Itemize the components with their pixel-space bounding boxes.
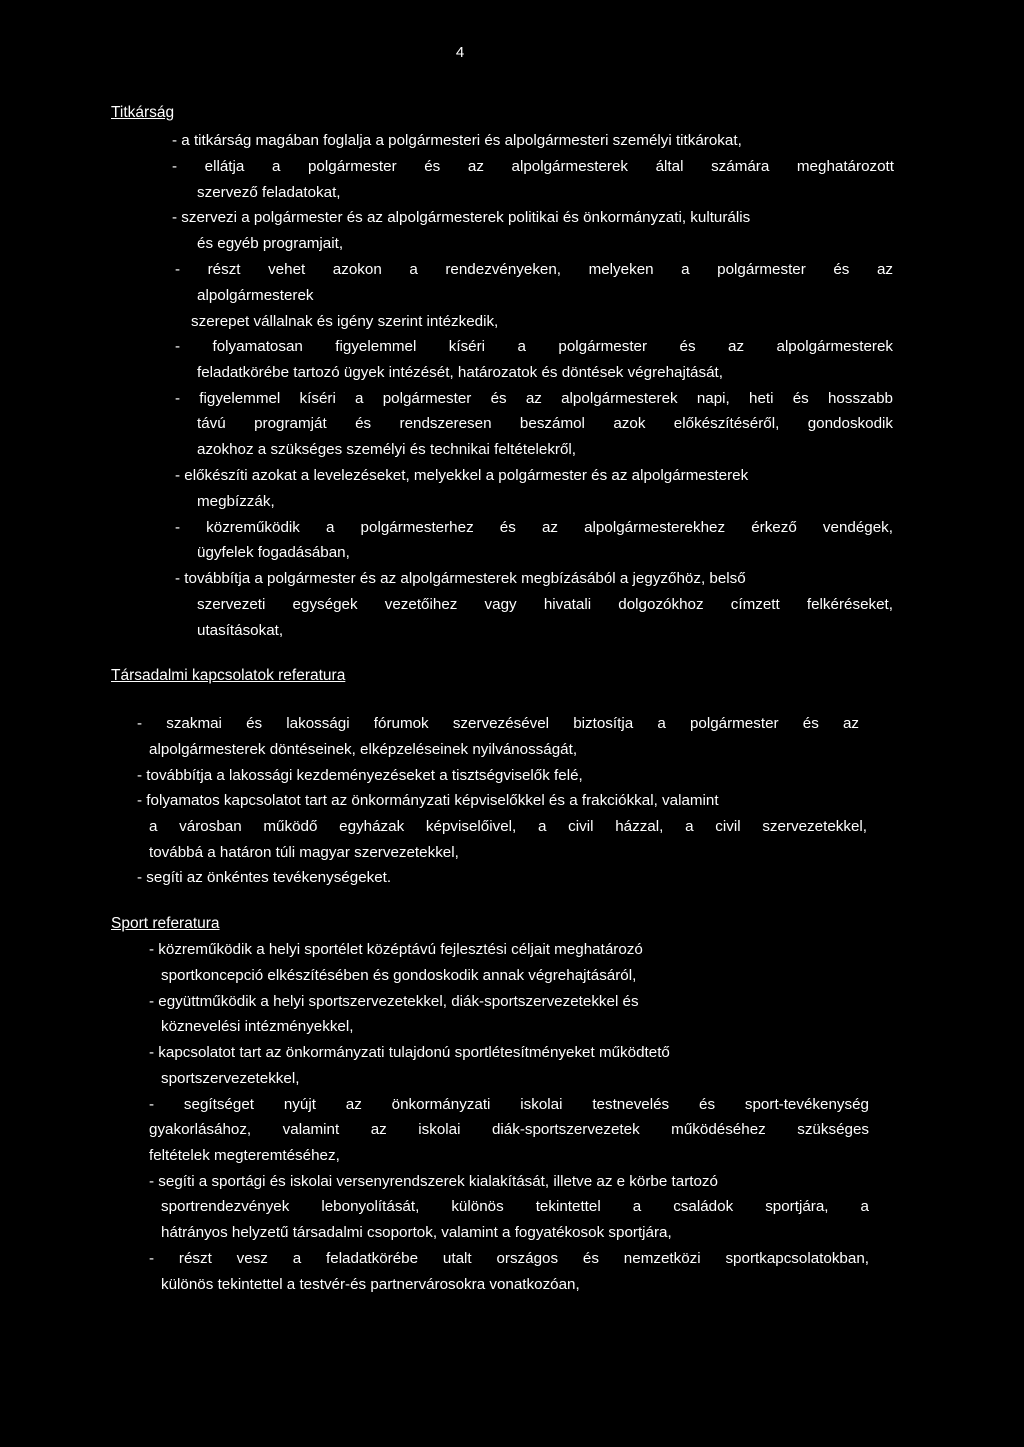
- list-item-line: - részt vehet azokon a rendezvényeken, melyeken a polgármester és az: [175, 261, 893, 278]
- list-item-line: - segítséget nyújt az önkormányzati iskolai testnevelés és sport-tevékenység: [149, 1096, 869, 1113]
- list-item-line: gyakorlásához, valamint az iskolai diák-sportszervezetek működéséhez szükséges: [149, 1121, 869, 1138]
- list-item-line: alpolgármesterek döntéseinek, elképzeléseinek nyilvánosságát,: [149, 741, 578, 758]
- list-item-line: - a titkárság magában foglalja a polgármesteri és alpolgármesteri személyi titkárokat,: [172, 132, 742, 149]
- list-item-line: - segíti az önkéntes tevékenységeket.: [137, 869, 392, 886]
- list-item-line: szervező feladatokat,: [197, 184, 341, 201]
- list-item-line: - előkészíti azokat a levelezéseket, melyekkel a polgármester és az alpolgármesterek: [175, 467, 749, 484]
- list-item-line: utasításokat,: [197, 622, 284, 639]
- list-item-line: - közreműködik a helyi sportélet középtávú fejlesztési céljait meghatározó: [149, 941, 643, 958]
- list-item-line: sportrendezvények lebonyolítását, különös tekintettel a családok sportjára, a: [161, 1198, 869, 1215]
- list-item-line: szerepet vállalnak és igény szerint intézkedik,: [191, 313, 499, 330]
- list-item-line: különös tekintettel a testvér-és partnervárosokra vonatkozóan,: [161, 1276, 580, 1293]
- list-item-line: - együttműködik a helyi sportszervezetekkel, diák-sportszervezetekkel és: [149, 993, 639, 1010]
- list-item-line: - ellátja a polgármester és az alpolgármesterek által számára meghatározott: [172, 158, 894, 175]
- page-number: 4: [455, 44, 465, 61]
- list-item-line: - folyamatos kapcsolatot tart az önkormányzati képviselőkkel és a frakciókkal, valamint: [137, 792, 719, 809]
- list-item-line: alpolgármesterek: [197, 287, 314, 304]
- list-item-line: távú programját és rendszeresen beszámol azok előkészítéséről, gondoskodik: [197, 415, 893, 432]
- section-heading: Sport referatura: [111, 915, 220, 932]
- list-item-line: - figyelemmel kíséri a polgármester és az alpolgármesterek napi, heti és hosszabb: [175, 390, 893, 407]
- list-item-line: - szervezi a polgármester és az alpolgármesterek politikai és önkormányzati, kulturális: [172, 209, 751, 226]
- list-item-line: - szakmai és lakossági fórumok szervezésével biztosítja a polgármester és az: [137, 715, 859, 732]
- list-item-line: szervezeti egységek vezetőihez vagy hivatali dolgozókhoz címzett felkéréseket,: [197, 596, 893, 613]
- list-item-line: sportkoncepció elkészítésében és gondoskodik annak végrehajtásáról,: [161, 967, 637, 984]
- list-item-line: - kapcsolatot tart az önkormányzati tulajdonú sportlétesítményeket működtető: [149, 1044, 670, 1061]
- list-item-line: megbízzák,: [197, 493, 275, 510]
- list-item-line: feltételek megteremtéséhez,: [149, 1147, 340, 1164]
- list-item-line: - továbbítja a polgármester és az alpolgármesterek megbízásából a jegyzőhöz, belső: [175, 570, 746, 587]
- section-heading: Titkárság: [111, 104, 175, 121]
- list-item-line: sportszervezetekkel,: [161, 1070, 300, 1087]
- list-item-line: - továbbítja a lakossági kezdeményezéseket a tisztségviselők felé,: [137, 767, 583, 784]
- list-item-line: feladatkörébe tartozó ügyek intézését, határozatok és döntések végrehajtását,: [197, 364, 723, 381]
- list-item-line: - részt vesz a feladatkörébe utalt országos és nemzetközi sportkapcsolatokban,: [149, 1250, 869, 1267]
- list-item-line: a városban működő egyházak képviselőivel, a civil házzal, a civil szervezetekkel,: [149, 818, 867, 835]
- section-heading: Társadalmi kapcsolatok referatura: [111, 667, 346, 684]
- list-item-line: - folyamatosan figyelemmel kíséri a polgármester és az alpolgármesterek: [175, 338, 893, 355]
- list-item-line: továbbá a határon túli magyar szervezetekkel,: [149, 844, 459, 861]
- list-item-line: azokhoz a szükséges személyi és technikai feltételekről,: [197, 441, 577, 458]
- list-item-line: - közreműködik a polgármesterhez és az alpolgármesterekhez érkező vendégek,: [175, 519, 893, 536]
- list-item-line: ügyfelek fogadásában,: [197, 544, 350, 561]
- list-item-line: hátrányos helyzetű társadalmi csoportok, valamint a fogyatékosok sportjára,: [161, 1224, 672, 1241]
- list-item-line: és egyéb programjait,: [197, 235, 344, 252]
- list-item-line: - segíti a sportági és iskolai versenyrendszerek kialakítását, illetve az e körbe tartozó: [149, 1173, 718, 1190]
- list-item-line: köznevelési intézményekkel,: [161, 1018, 354, 1035]
